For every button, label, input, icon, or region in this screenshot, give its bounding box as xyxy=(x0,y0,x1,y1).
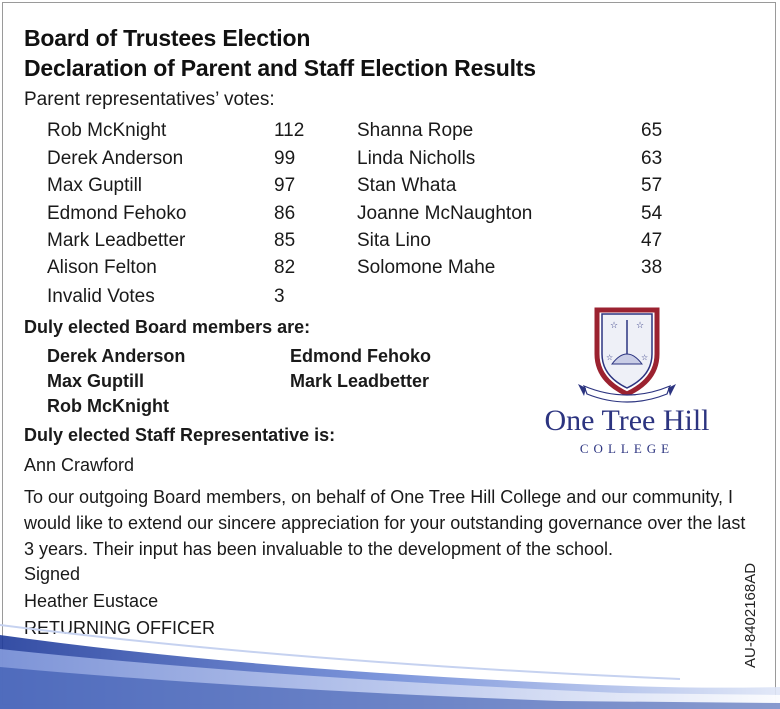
candidate-votes: 99 xyxy=(274,148,296,169)
candidate-name: Shanna Rope xyxy=(357,120,474,141)
candidate-votes: 112 xyxy=(274,120,305,141)
svg-text:☆: ☆ xyxy=(610,321,619,331)
elected-member: Rob McKnight xyxy=(47,396,169,416)
candidate-name: Linda Nicholls xyxy=(357,148,476,169)
candidate-name: Max Guptill xyxy=(47,175,143,196)
signatory-role: RETURNING OFFICER xyxy=(24,618,215,638)
candidate-votes: 54 xyxy=(641,203,663,224)
candidate-name: Joanne McNaughton xyxy=(357,203,533,224)
signed-label: Signed xyxy=(24,564,81,584)
candidate-votes: 97 xyxy=(274,175,296,196)
college-subtitle: COLLEGE xyxy=(579,441,675,456)
candidate-name: Stan Whata xyxy=(357,175,457,196)
candidate-name: Mark Leadbetter xyxy=(47,230,186,251)
candidate-votes: 65 xyxy=(641,120,663,141)
candidate-name: Edmond Fehoko xyxy=(47,203,187,224)
title-line-2: Declaration of Parent and Staff Election Results xyxy=(24,55,536,81)
svg-text:☆: ☆ xyxy=(606,353,614,362)
elected-member: Mark Leadbetter xyxy=(290,371,430,391)
elected-heading: Duly elected Board members are: xyxy=(24,317,311,337)
candidate-name: Sita Lino xyxy=(357,230,431,251)
appreciation-message: To our outgoing Board members, on behalf of One Tree Hill College and our community, I would like to extend our sincere appreciation for your outstanding governance over the last 3 years. Their input has been invaluable to the development of the school. xyxy=(24,487,746,559)
candidate-name: Alison Felton xyxy=(47,257,157,278)
elected-member: Max Guptill xyxy=(47,371,145,391)
elected-member: Edmond Fehoko xyxy=(290,346,431,366)
candidate-votes: 63 xyxy=(641,148,663,169)
college-name: One Tree Hill xyxy=(544,404,710,437)
candidate-votes: 86 xyxy=(274,203,296,224)
ad-reference: AU-8402168AD xyxy=(742,562,759,668)
candidate-name: Derek Anderson xyxy=(47,148,184,169)
college-crest-icon xyxy=(534,302,720,462)
votes-heading: Parent representatives’ votes: xyxy=(24,89,275,110)
svg-text:☆: ☆ xyxy=(641,353,649,362)
candidate-votes: 38 xyxy=(641,257,663,278)
candidate-votes: 82 xyxy=(274,257,296,278)
signatory-name: Heather Eustace xyxy=(24,591,159,611)
elected-member: Derek Anderson xyxy=(47,346,186,366)
invalid-votes-count: 3 xyxy=(274,286,285,307)
candidate-votes: 57 xyxy=(641,175,663,196)
candidate-name: Solomone Mahe xyxy=(357,257,496,278)
candidate-votes: 47 xyxy=(641,230,663,251)
staff-heading: Duly elected Staff Representative is: xyxy=(24,425,336,445)
swoosh-decoration-icon xyxy=(0,615,780,709)
staff-representative: Ann Crawford xyxy=(24,455,135,475)
invalid-votes-label: Invalid Votes xyxy=(47,286,155,307)
candidate-name: Rob McKnight xyxy=(47,120,167,141)
title-line-1: Board of Trustees Election xyxy=(24,25,311,51)
svg-text:☆: ☆ xyxy=(636,321,645,331)
candidate-votes: 85 xyxy=(274,230,296,251)
